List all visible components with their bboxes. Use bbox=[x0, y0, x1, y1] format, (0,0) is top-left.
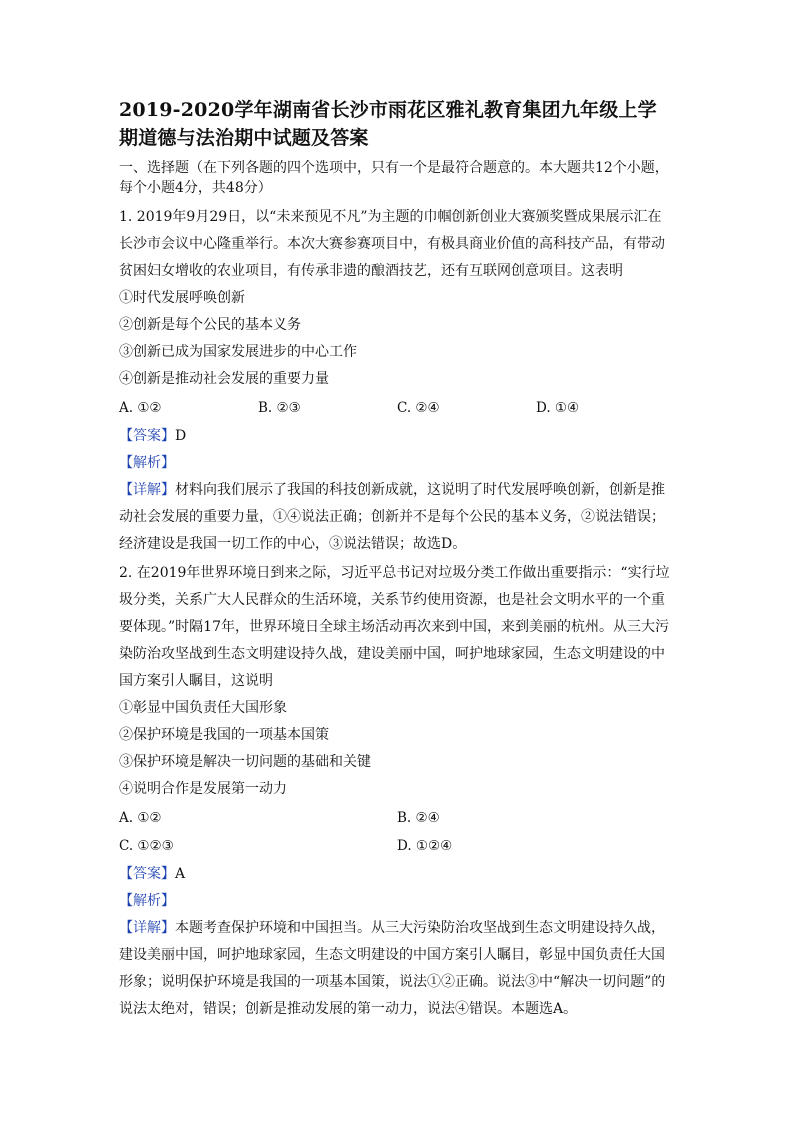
detail-paragraph bbox=[119, 915, 675, 1023]
options-row bbox=[119, 805, 675, 831]
option-d: D. ①④ bbox=[536, 400, 580, 416]
statement: ③保护环境是解决一切问题的基础和关键 bbox=[119, 754, 371, 770]
options-row bbox=[119, 833, 675, 859]
analysis-line bbox=[119, 888, 675, 915]
detail-text: 本题考查保护环境和中国担当。从三大污染防治攻坚战到生态文明建设持久战，建设美丽中国，呵护地球家园，生态文明建设的中国方案引人瞩目，彰显中国负责任大国形象；说明保护环境是我国的一项基本国策，说法①②正确。说法③中“解决一切问题”的说法太绝对，错误；创新是推动发展的第一动力，说法④错误。本题选A。 bbox=[119, 920, 666, 1017]
answer-label: 【答案】 bbox=[119, 428, 175, 444]
statement: ②创新是每个公民的基本义务 bbox=[119, 317, 301, 333]
option-b: B. ②③ bbox=[258, 400, 301, 416]
answer-value: A bbox=[175, 866, 186, 882]
detail-label: 【详解】 bbox=[119, 482, 175, 498]
detail-text: 材料向我们展示了我国的科技创新成就，这说明了时代发展呼唤创新，创新是推动社会发展的重要力量，①④说法正确；创新并不是每个公民的基本义务，②说法错误；经济建设是我国一切工作的中心，③说法错误；故选D。 bbox=[119, 482, 665, 552]
option-a: A. ①② bbox=[119, 400, 162, 416]
answer-line bbox=[119, 861, 675, 888]
statement: ④说明合作是发展第一动力 bbox=[119, 781, 287, 797]
analysis-label: 【解析】 bbox=[119, 455, 175, 471]
option-c: C. ①②③ bbox=[119, 838, 174, 854]
document-title: 2019-2020学年湖南省长沙市雨花区雅礼教育集团九年级上学期道德与法治期中试题及答案 bbox=[119, 99, 657, 149]
detail-paragraph bbox=[119, 477, 675, 558]
answer-line bbox=[119, 423, 675, 450]
section-heading: 一、选择题（在下列各题的四个选项中，只有一个是最符合题意的。本大题共12个小题，每个小题4分，共48分） bbox=[119, 160, 669, 196]
statement: ③创新已成为国家发展进步的中心工作 bbox=[119, 344, 357, 360]
option-c: C. ②④ bbox=[397, 400, 440, 416]
analysis-label: 【解析】 bbox=[119, 893, 175, 909]
option-d: D. ①②④ bbox=[397, 838, 453, 854]
answer-label: 【答案】 bbox=[119, 866, 175, 882]
statement: ④创新是推动社会发展的重要力量 bbox=[119, 371, 329, 387]
answer-value: D bbox=[175, 428, 187, 444]
option-a: A. ①② bbox=[119, 810, 162, 826]
statement: ①彰显中国负责任大国形象 bbox=[119, 700, 287, 716]
statement: ②保护环境是我国的一项基本国策 bbox=[119, 727, 329, 743]
option-b: B. ②④ bbox=[397, 810, 440, 826]
statement: ①时代发展呼唤创新 bbox=[119, 290, 245, 306]
detail-label: 【详解】 bbox=[119, 920, 175, 936]
question-1 bbox=[119, 204, 675, 558]
analysis-line bbox=[119, 450, 675, 477]
question-2 bbox=[119, 560, 675, 1023]
options-row bbox=[119, 395, 675, 421]
question-stem: 2. 在2019年世界环境日到来之际，习近平总书记对垃圾分类工作做出重要指示：“实行垃圾分类，关系广大人民群众的生活环境，关系节约使用资源，也是社会文明水平的一个重要体现。”时隔17年，世界环境日全球主场活动再次来到中国，来到美丽的杭州。从三大污染防治攻坚战到生态文明建设持久战，建设美丽中国，呵护地球家园，生态文明建设的中国方案引人瞩目，这说明 bbox=[119, 565, 670, 689]
question-stem: 1. 2019年9月29日，以“未来预见不凡”为主题的巾帼创新创业大赛颁奖暨成果展示汇在长沙市会议中心隆重举行。本次大赛参赛项目中，有极具商业价值的高科技产品，有带动贫困妇女增收的农业项目，有传承非遗的酿酒技艺，还有互联网创意项目。这表明 bbox=[119, 209, 665, 279]
document-page bbox=[119, 96, 675, 1025]
